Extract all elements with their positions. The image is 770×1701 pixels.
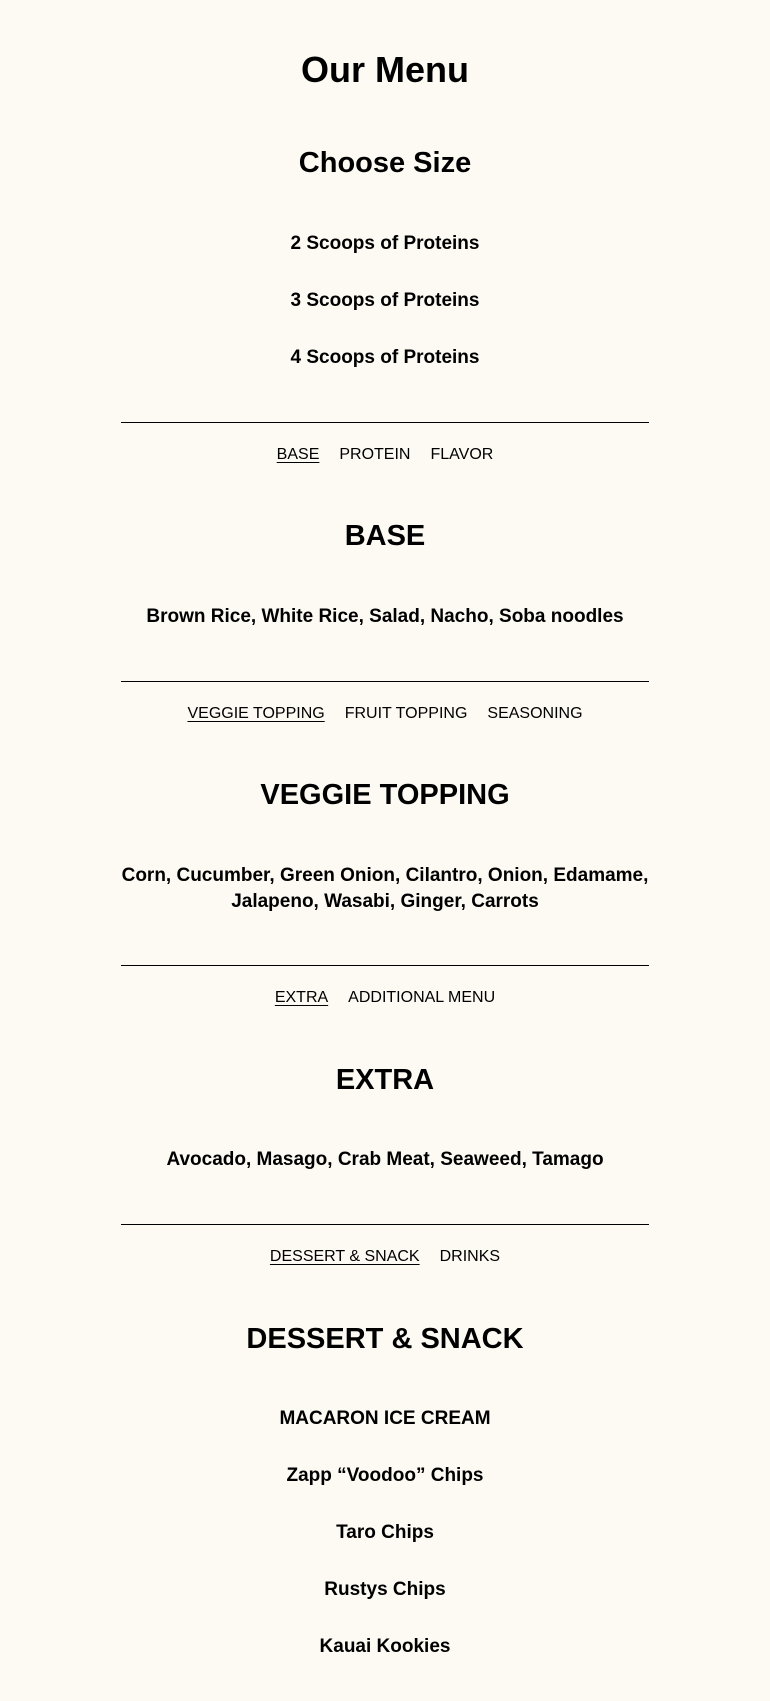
tab-bar-topping — [0, 702, 770, 726]
veggie-topping-title: VEGGIE TOPPING — [260, 779, 510, 811]
tab-bar-dessert — [0, 1245, 770, 1269]
base-title: BASE — [344, 520, 426, 552]
dessert-item-macaron-ice-cream: MACARON ICE CREAM — [279, 1408, 491, 1429]
tab-dessert-snack[interactable]: DESSERT & SNACK — [269, 1248, 420, 1265]
extra-items: Avocado, Masago, Crab Meat, Seaweed, Tamago — [166, 1149, 604, 1170]
choose-size-title: Choose Size — [298, 147, 472, 179]
dessert-item-kauai-kookies: Kauai Kookies — [319, 1636, 451, 1657]
divider — [121, 965, 649, 966]
dessert-item-zapp-voodoo-chips: Zapp “Voodoo” Chips — [286, 1465, 484, 1486]
size-option-2-scoops: 2 Scoops of Proteins — [290, 233, 480, 254]
tab-drinks[interactable]: DRINKS — [439, 1248, 501, 1265]
tab-extra[interactable]: EXTRA — [274, 989, 329, 1006]
veggie-topping-items: Corn, Cucumber, Green Onion, Cilantro, Onion, Edamame, Jalapeno, Wasabi, Ginger, Carrots — [121, 865, 649, 912]
tab-flavor[interactable]: FLAVOR — [430, 446, 494, 463]
dessert-item-rustys-chips: Rustys Chips — [324, 1579, 446, 1600]
tab-bar-base — [0, 443, 770, 467]
divider — [121, 1224, 649, 1225]
size-option-3-scoops: 3 Scoops of Proteins — [290, 290, 480, 311]
page-title: Our Menu — [301, 49, 469, 90]
base-items: Brown Rice, White Rice, Salad, Nacho, Soba noodles — [146, 606, 624, 627]
tab-base[interactable]: BASE — [276, 446, 320, 463]
size-option-4-scoops: 4 Scoops of Proteins — [290, 347, 480, 368]
divider — [121, 681, 649, 682]
tab-veggie-topping[interactable]: VEGGIE TOPPING — [187, 705, 325, 722]
tab-additional-menu[interactable]: ADDITIONAL MENU — [348, 989, 496, 1006]
tab-protein[interactable]: PROTEIN — [339, 446, 411, 463]
dessert-snack-title: DESSERT & SNACK — [246, 1323, 524, 1355]
extra-title: EXTRA — [335, 1064, 435, 1096]
dessert-item-taro-chips: Taro Chips — [336, 1522, 434, 1543]
tab-seasoning[interactable]: SEASONING — [487, 705, 583, 722]
tab-bar-extra — [0, 986, 770, 1010]
tab-fruit-topping[interactable]: FRUIT TOPPING — [344, 705, 468, 722]
divider — [121, 422, 649, 423]
